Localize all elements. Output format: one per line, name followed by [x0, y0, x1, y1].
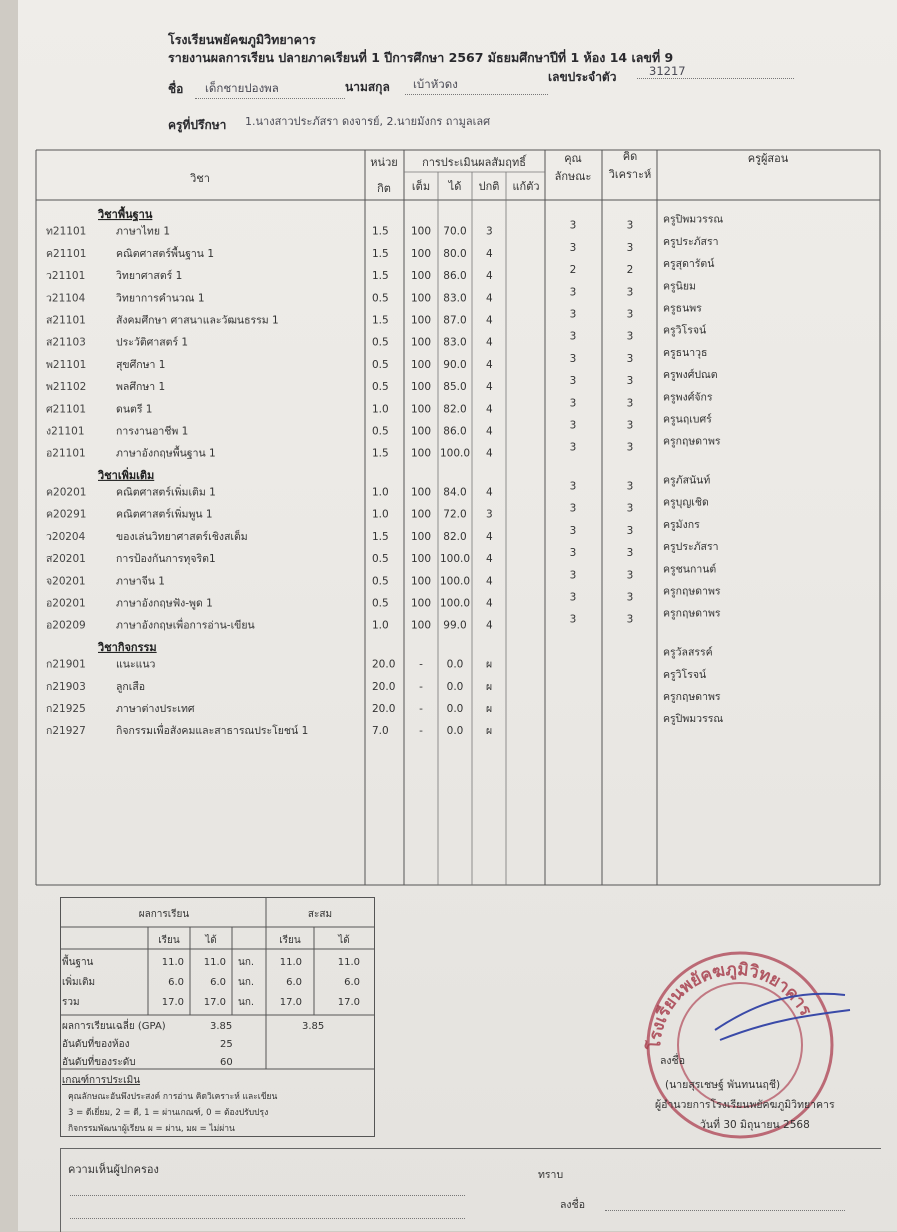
full-score: -	[419, 680, 423, 693]
teacher-name: ครูชนกานต์	[663, 563, 717, 576]
grade-value: 4	[486, 553, 493, 566]
trait-value: 3	[569, 441, 577, 454]
credit-value: 1.0	[372, 403, 389, 416]
got-score: 80.0	[443, 247, 467, 260]
gpa-label: ผลการเรียนเฉลี่ย (GPA)	[62, 1021, 166, 1032]
summary-study: 17.0	[161, 997, 184, 1008]
director-sign-label: ลงชื่อ	[660, 1055, 685, 1067]
summary-study: 6.0	[168, 977, 184, 988]
got-score: 86.0	[443, 270, 467, 283]
got-score: 0.0	[446, 725, 464, 738]
trait-value: 3	[569, 502, 577, 515]
teacher-name: ครูประภัสรา	[663, 541, 719, 554]
credit-value: 0.5	[372, 336, 389, 349]
teacher-name: ครูกฤษดาพร	[663, 690, 721, 703]
teacher-name: ครูวิโรจน์	[663, 668, 707, 681]
credit-value: 1.5	[372, 530, 389, 543]
got-score: 70.0	[443, 225, 467, 238]
think-value: 3	[626, 591, 634, 604]
trait-value: 3	[569, 524, 577, 537]
trait-value: 3	[569, 375, 577, 388]
got-score: 100.0	[439, 553, 471, 566]
summary-acc-got: 6.0	[344, 977, 360, 988]
full-score: -	[419, 725, 423, 738]
credit-value: 0.5	[372, 425, 389, 438]
col-think-top: คิด	[622, 150, 638, 163]
teacher-name: ครูกฤษดาพร	[663, 607, 721, 620]
trait-value: 3	[569, 286, 577, 299]
summary-rows	[62, 954, 360, 1008]
subject-code: อ20209	[46, 619, 86, 632]
summary-row-label: รวม	[62, 997, 80, 1008]
col-subject: วิชา	[190, 172, 210, 185]
full-score: 100	[410, 270, 432, 283]
rank-level-value: 60	[220, 1057, 233, 1068]
summary-got: 11.0	[203, 957, 226, 968]
subject-code: ค20291	[46, 508, 87, 521]
summary-got: 17.0	[203, 997, 226, 1008]
summary-col-got: ได้	[205, 935, 217, 946]
subject-name: วิทยาการคำนวณ 1	[116, 292, 205, 305]
subject-name: คณิตศาสตร์เพิ่มเติม 1	[116, 486, 216, 499]
subject-name: ภาษาอังกฤษพื้นฐาน 1	[116, 447, 216, 460]
full-score: 100	[410, 508, 432, 521]
summary-result-title: ผลการเรียน	[138, 909, 190, 920]
summary-col-study: เรียน	[158, 935, 180, 946]
summary-unit: นก.	[238, 957, 255, 968]
rank-room-label: อันดับที่ของห้อง	[62, 1039, 130, 1050]
grade-value: 4	[486, 247, 493, 260]
think-value: 3	[626, 241, 634, 254]
summary-acc-study: 11.0	[279, 957, 302, 968]
teacher-name: ครูปิพมวรรณ	[663, 213, 724, 226]
subject-code: ส21101	[46, 314, 86, 327]
table-row	[46, 608, 721, 632]
subject-name: ภาษาอังกฤษเพื่อการอ่าน-เขียน	[116, 619, 255, 632]
grade-value: 3	[486, 225, 493, 238]
col-full: เต็ม	[411, 180, 431, 193]
full-score: 100	[410, 247, 432, 260]
table-row	[46, 562, 716, 587]
subject-name: วิทยาศาสตร์ 1	[116, 270, 183, 283]
think-value: 3	[626, 330, 634, 343]
subject-code: ว21101	[46, 270, 86, 283]
col-normal: ปกติ	[478, 180, 500, 193]
subject-name: แนะแนว	[116, 658, 156, 671]
col-trait-top: คุณ	[564, 152, 582, 165]
subject-name: ภาษาต่างประเทศ	[116, 702, 195, 715]
credit-value: 7.0	[372, 725, 389, 738]
full-score: 100	[410, 314, 432, 327]
table-row	[46, 436, 721, 460]
summary-unit: นก.	[238, 977, 255, 988]
summary-row	[62, 954, 360, 968]
teacher-name: ครูพงศ์ปณต	[663, 369, 718, 382]
gpa-value: 3.85	[210, 1021, 233, 1032]
subject-name: ประวัติศาสตร์ 1	[116, 336, 189, 349]
think-value: 3	[626, 480, 634, 493]
subject-name: คณิตศาสตร์เพิ่มพูน 1	[116, 508, 213, 521]
full-score: 100	[410, 381, 432, 394]
think-value: 3	[626, 375, 634, 388]
subject-name: คณิตศาสตร์พื้นฐาน 1	[116, 247, 214, 260]
table-row	[46, 368, 718, 393]
subject-code: พ21101	[46, 358, 87, 371]
full-score: 100	[410, 358, 432, 371]
got-score: 83.0	[443, 292, 467, 305]
full-score: 100	[410, 553, 432, 566]
subject-name: ลูกเสือ	[116, 680, 146, 693]
comment-line-1	[70, 1185, 465, 1196]
teacher-name: ครูปิพมวรรณ	[663, 713, 724, 726]
trait-value: 3	[569, 308, 577, 321]
subject-code: ง21101	[46, 425, 85, 438]
subject-code: ค20201	[46, 486, 87, 499]
got-score: 85.0	[443, 381, 467, 394]
col-trait-bottom: ลักษณะ	[554, 170, 592, 183]
grade-value: 4	[486, 447, 493, 460]
think-value: 3	[626, 352, 634, 365]
credit-value: 0.5	[372, 292, 389, 305]
trait-value: 3	[569, 547, 577, 560]
group-title: วิชากิจกรรม	[98, 640, 157, 654]
summary-acc-got: 17.0	[337, 997, 360, 1008]
got-score: 0.0	[446, 702, 464, 715]
table-row	[46, 668, 706, 693]
think-value: 3	[626, 569, 634, 582]
got-score: 90.0	[443, 358, 467, 371]
table-row	[46, 302, 702, 326]
credit-value: 1.5	[372, 270, 389, 283]
think-value: 3	[626, 547, 634, 560]
got-score: 0.0	[446, 658, 464, 671]
think-value: 3	[626, 286, 634, 299]
credit-value: 0.5	[372, 575, 389, 588]
grade-value: 4	[486, 530, 493, 543]
trait-value: 3	[569, 219, 577, 232]
grade-value: 4	[486, 270, 493, 283]
criteria-line-2: 3 = ดีเยี่ยม, 2 = ดี, 1 = ผ่านเกณฑ์, 0 = ต้องปรับปรุง	[68, 1108, 269, 1118]
teacher-name: ครูนฤเบศร์	[663, 413, 712, 426]
got-score: 83.0	[443, 336, 467, 349]
rank-room-value: 25	[220, 1039, 233, 1050]
table-row	[46, 586, 721, 610]
full-score: 100	[410, 403, 432, 416]
trait-value: 3	[569, 352, 577, 365]
think-value: 3	[626, 419, 634, 432]
id-value: 31217	[637, 64, 794, 79]
credit-value: 0.5	[372, 358, 389, 371]
got-score: 82.0	[443, 403, 467, 416]
comment-line-2	[70, 1208, 465, 1219]
credit-value: 20.0	[372, 658, 396, 671]
got-score: 72.0	[443, 508, 467, 521]
think-value: 3	[626, 397, 634, 410]
id-label: เลขประจำตัว	[548, 70, 617, 84]
stamp-text: โรงเรียนพยัคฆภูมิวิทยาคาร	[644, 959, 816, 1051]
name-label: ชื่อ	[168, 82, 184, 96]
subject-name: ภาษาจีน 1	[116, 575, 165, 588]
grade-value: 4	[486, 336, 493, 349]
teacher-name: ครูบุญเชิด	[663, 496, 709, 509]
full-score: 100	[410, 619, 432, 632]
full-score: 100	[410, 597, 432, 610]
table-row	[46, 257, 715, 282]
teacher-name: ครูภัสนันท์	[663, 474, 711, 487]
trait-value: 3	[569, 480, 577, 493]
table-row	[46, 497, 709, 521]
parent-sign-line	[605, 1198, 845, 1211]
subject-code: อ20201	[46, 597, 86, 610]
credit-value: 20.0	[372, 702, 396, 715]
teacher-name: ครูพงศ์จักร	[663, 391, 713, 404]
rank-level-label: อันดับที่ของระดับ	[62, 1057, 136, 1068]
full-score: -	[419, 658, 423, 671]
subject-code: ก21927	[46, 725, 86, 738]
trait-value: 3	[569, 419, 577, 432]
subject-code: จ20201	[46, 575, 86, 588]
surname-label: นามสกุล	[345, 80, 390, 94]
full-score: 100	[410, 486, 432, 499]
credit-value: 1.5	[372, 247, 389, 260]
teacher-name: ครูวัลสรรค์	[663, 646, 713, 659]
got-score: 100.0	[439, 447, 471, 460]
subject-code: ค21101	[46, 247, 87, 260]
table-row	[46, 347, 707, 371]
trait-value: 3	[569, 241, 577, 254]
report-title: รายงานผลการเรียน ปลายภาคเรียนที่ 1 ปีการศึกษา 2567 มัธยมศึกษาปีที่ 1 ห้อง 14 เลขที่ 9	[168, 50, 674, 65]
grade-value: 4	[486, 381, 493, 394]
think-value: 3	[626, 219, 634, 232]
summary-box	[60, 897, 375, 1137]
grade-value: 4	[486, 314, 493, 327]
grade-value: ผ	[486, 725, 493, 738]
summary-row-label: เพิ่มเติม	[62, 977, 96, 988]
credit-value: 20.0	[372, 680, 396, 693]
grade-value: 4	[486, 403, 493, 416]
table-row	[46, 236, 718, 260]
table-row	[46, 324, 706, 349]
criteria-line-3: กิจกรรมพัฒนาผู้เรียน ผ = ผ่าน, มผ = ไม่ผ่าน	[68, 1124, 235, 1134]
parent-sign-label: ลงชื่อ	[560, 1199, 585, 1211]
teacher-name: ครูธนาวุธ	[663, 346, 708, 359]
group-title: วิชาเพิ่มเติม	[98, 468, 155, 482]
criteria-line-1: คุณลักษณะอันพึงประสงค์ การอ่าน คิดวิเคราะห์ และเขียน	[68, 1092, 278, 1102]
grade-value: 4	[486, 486, 493, 499]
credit-value: 0.5	[372, 553, 389, 566]
subject-name: ภาษาอังกฤษฟัง-พูด 1	[116, 597, 213, 610]
summary-acc-study: 6.0	[286, 977, 302, 988]
subject-code: อ21101	[46, 447, 86, 460]
trait-value: 3	[569, 330, 577, 343]
credit-value: 1.0	[372, 619, 389, 632]
teacher-name: ครูกฤษดาพร	[663, 435, 721, 448]
table-row	[46, 412, 712, 437]
col-think-bottom: วิเคราะห์	[608, 168, 652, 181]
col-credit-bottom: กิต	[377, 182, 391, 195]
subject-code: ว20204	[46, 530, 86, 543]
subject-code: พ21102	[46, 381, 87, 394]
grade-value: 4	[486, 597, 493, 610]
subject-name: การป้องกันการทุจริต1	[116, 553, 216, 566]
advisor-label: ครูที่ปรึกษา	[168, 118, 227, 132]
col-teacher: ครูผู้สอน	[747, 152, 789, 165]
advisor-value: 1.นางสาวประภัสรา ดงจารย์, 2.นายมังกร ถามูลเลศ	[245, 115, 491, 128]
criteria-title: เกณฑ์การประเมิน	[62, 1075, 141, 1086]
full-score: 100	[410, 225, 432, 238]
teacher-name: ครูมังกร	[663, 518, 700, 531]
teacher-name: ครูประภัสรา	[663, 235, 719, 248]
director-name: (นายสุรเชษฐ์ พันทนนฤชี)	[665, 1079, 781, 1091]
credit-value: 1.0	[372, 508, 389, 521]
subject-code: ศ21101	[46, 403, 87, 416]
credit-value: 1.5	[372, 225, 389, 238]
subject-code: ก21925	[46, 702, 86, 715]
subject-code: ก21901	[46, 658, 86, 671]
credit-value: 0.5	[372, 597, 389, 610]
subject-name: ภาษาไทย 1	[116, 225, 171, 238]
credit-value: 1.5	[372, 314, 389, 327]
table-row	[46, 390, 713, 415]
got-score: 86.0	[443, 425, 467, 438]
credit-value: 1.5	[372, 447, 389, 460]
full-score: 100	[410, 447, 432, 460]
teacher-name: ครูธนพร	[663, 302, 702, 315]
got-score: 99.0	[443, 619, 467, 632]
sign-date: วันที่ 30 มิถุนายน 2568	[700, 1119, 810, 1131]
summary-row-label: พื้นฐาน	[62, 957, 94, 968]
full-score: 100	[410, 530, 432, 543]
ack-label: ทราบ	[538, 1169, 564, 1181]
school-name: โรงเรียนพยัคฆภูมิวิทยาคาร	[168, 32, 316, 47]
name-value: เด็กชายปองพล	[195, 80, 345, 99]
trait-value: 3	[569, 569, 577, 582]
think-value: 2	[626, 264, 634, 277]
teacher-name: ครูวิโรจน์	[663, 324, 707, 337]
trait-value: 3	[569, 591, 577, 604]
got-score: 100.0	[439, 575, 471, 588]
summary-unit: นก.	[238, 997, 255, 1008]
full-score: 100	[410, 336, 432, 349]
table-row	[46, 280, 696, 304]
table-row	[46, 713, 723, 737]
summary-accum-title: สะสม	[307, 909, 333, 920]
director-title: ผู้อำนวยการโรงเรียนพยัคฆภูมิวิทยาคาร	[655, 1099, 835, 1111]
full-score: 100	[410, 292, 432, 305]
grade-value: 3	[486, 508, 493, 521]
summary-acc-study: 17.0	[279, 997, 302, 1008]
subject-code: ส21103	[46, 336, 86, 349]
grade-value: ผ	[486, 702, 493, 715]
think-value: 3	[626, 441, 634, 454]
summary-acc-got: 11.0	[337, 957, 360, 968]
full-score: 100	[410, 425, 432, 438]
col-assessment: การประเมินผลสัมฤทธิ์	[422, 156, 526, 169]
full-score: 100	[410, 575, 432, 588]
teacher-name: ครูกฤษดาพร	[663, 585, 721, 598]
summary-acc-col-study: เรียน	[279, 935, 301, 946]
grade-value: ผ	[486, 658, 493, 671]
got-score: 87.0	[443, 314, 467, 327]
got-score: 100.0	[439, 597, 471, 610]
summary-got: 6.0	[210, 977, 226, 988]
think-value: 3	[626, 502, 634, 515]
subject-name: ของเล่นวิทยาศาสตร์เชิงสเต็ม	[116, 530, 248, 543]
parent-comment-label: ความเห็นผู้ปกครอง	[68, 1163, 159, 1176]
col-got: ได้	[448, 180, 462, 193]
table-body	[46, 206, 723, 737]
got-score: 0.0	[446, 680, 464, 693]
summary-row	[62, 974, 360, 988]
subject-code: ส20201	[46, 553, 86, 566]
trait-value: 2	[569, 264, 577, 277]
subject-name: กิจกรรมเพื่อสังคมและสาธารณประโยชน์ 1	[116, 725, 309, 738]
think-value: 3	[626, 308, 634, 321]
table-row	[46, 691, 721, 715]
subject-code: ก21903	[46, 680, 86, 693]
think-value: 3	[626, 524, 634, 537]
surname-value: เบ้าหัวดง	[405, 76, 548, 95]
full-score: -	[419, 702, 423, 715]
grade-value: 4	[486, 425, 493, 438]
subject-code: ท21101	[46, 225, 87, 238]
credit-value: 0.5	[372, 381, 389, 394]
grade-value: 4	[486, 358, 493, 371]
summary-study: 11.0	[161, 957, 184, 968]
trait-value: 3	[569, 397, 577, 410]
subject-name: พลศึกษา 1	[116, 381, 166, 394]
table-row	[46, 541, 718, 565]
subject-name: การงานอาชีพ 1	[116, 425, 189, 438]
teacher-name: ครูนิยม	[663, 280, 696, 293]
subject-name: สุขศึกษา 1	[116, 358, 166, 371]
col-credit-top: หน่วย	[370, 156, 398, 169]
summary-row	[62, 997, 360, 1008]
subject-code: ว21104	[46, 292, 86, 305]
col-fix: แก้ตัว	[512, 180, 540, 193]
trait-value: 3	[569, 613, 577, 626]
think-value: 3	[626, 613, 634, 626]
summary-acc-col-got: ได้	[338, 935, 350, 946]
credit-value: 1.0	[372, 486, 389, 499]
grade-value: 4	[486, 292, 493, 305]
grade-value: 4	[486, 619, 493, 632]
grade-value: 4	[486, 575, 493, 588]
subject-name: สังคมศึกษา ศาสนาและวัฒนธรรม 1	[116, 314, 279, 327]
subject-name: ดนตรี 1	[116, 403, 153, 416]
grade-value: ผ	[486, 680, 493, 693]
got-score: 82.0	[443, 530, 467, 543]
group-title: วิชาพื้นฐาน	[98, 208, 153, 221]
got-score: 84.0	[443, 486, 467, 499]
gpa-accum-value: 3.85	[302, 1021, 325, 1032]
teacher-name: ครูสุดารัตน์	[663, 258, 715, 271]
